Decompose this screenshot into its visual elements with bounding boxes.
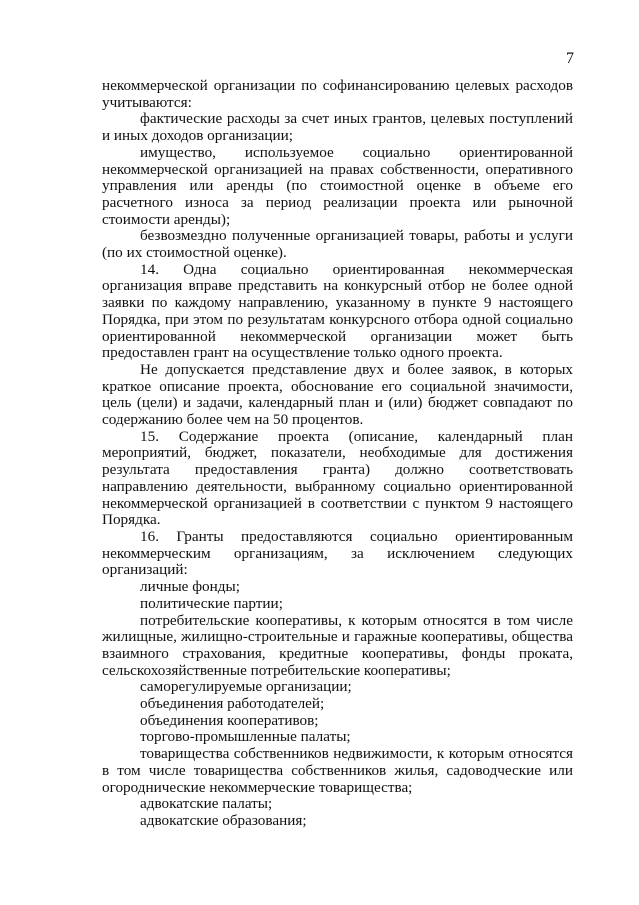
paragraph: Не допускается представление двух и более заявок, в которых краткое описание проекта, обоснование его социальной значимости, цель (цели) и задачи, календарный план и (или) бюджет совпадают по содержанию более чем на 50 процентов. <box>102 360 573 429</box>
paragraph: 15. Содержание проекта (описание, календарный план мероприятий, бюджет, показатели, необходимые для достижения результата предоставления гранта) должно соответствовать направлению деятельности, выбранному социально ориентированной некоммерческой организацией в соответствии с пунктом 9 настоящего Порядка. <box>102 427 573 529</box>
paragraph: фактические расходы за счет иных грантов, целевых поступлений и иных доходов организации; <box>102 110 573 145</box>
paragraph: политические партии; <box>140 594 283 612</box>
paragraph: саморегулируемые организации; <box>140 678 352 696</box>
page-number: 7 <box>566 50 574 67</box>
paragraph: торгово-промышленные палаты; <box>140 728 351 746</box>
paragraph: потребительские кооперативы, к которым относятся в том числе жилищные, жилищно-строительные и гаражные кооперативы, общества взаимного страхования, кредитные кооперативы, фонды проката, сельскохозяйственные потребительские кооперативы; <box>102 611 573 679</box>
paragraph: некоммерческой организации по софинансированию целевых расходов учитываются: <box>102 77 573 111</box>
paragraph: имущество, используемое социально ориентированной некоммерческой организацией на правах собственности, оперативного управления или аренды (по стоимостной оценке в объеме его расчетного износа за период реализации проекта или рыночной стоимости аренды); <box>102 143 573 228</box>
paragraph: личные фонды; <box>140 578 240 596</box>
paragraph: адвокатские палаты; <box>140 795 273 813</box>
paragraph: 16. Гранты предоставляются социально ориентированным некоммерческим организациям, за исключением следующих организаций: <box>102 527 573 579</box>
paragraph: объединения кооперативов; <box>140 711 319 729</box>
paragraph: объединения работодателей; <box>140 695 325 713</box>
paragraph: товарищества собственников недвижимости, к которым относятся в том числе товарищества собственников жилья, садоводческие или огороднические некоммерческие товарищества; <box>102 745 573 796</box>
paragraph: 14. Одна социально ориентированная некоммерческая организация вправе представить на конкурсный отбор не более одной заявки по каждому направлению, указанному в пункте 9 настоящего Порядка, при этом по результатам конкурсного отбора одной социально ориентированной некоммерческой организации может быть предоставлен грант на осуществление только одного проекта. <box>102 260 573 362</box>
document-body <box>102 78 573 830</box>
paragraph: адвокатские образования; <box>140 811 307 829</box>
paragraph: безвозмездно полученные организацией товары, работы и услуги (по их стоимостной оценке). <box>102 227 573 262</box>
